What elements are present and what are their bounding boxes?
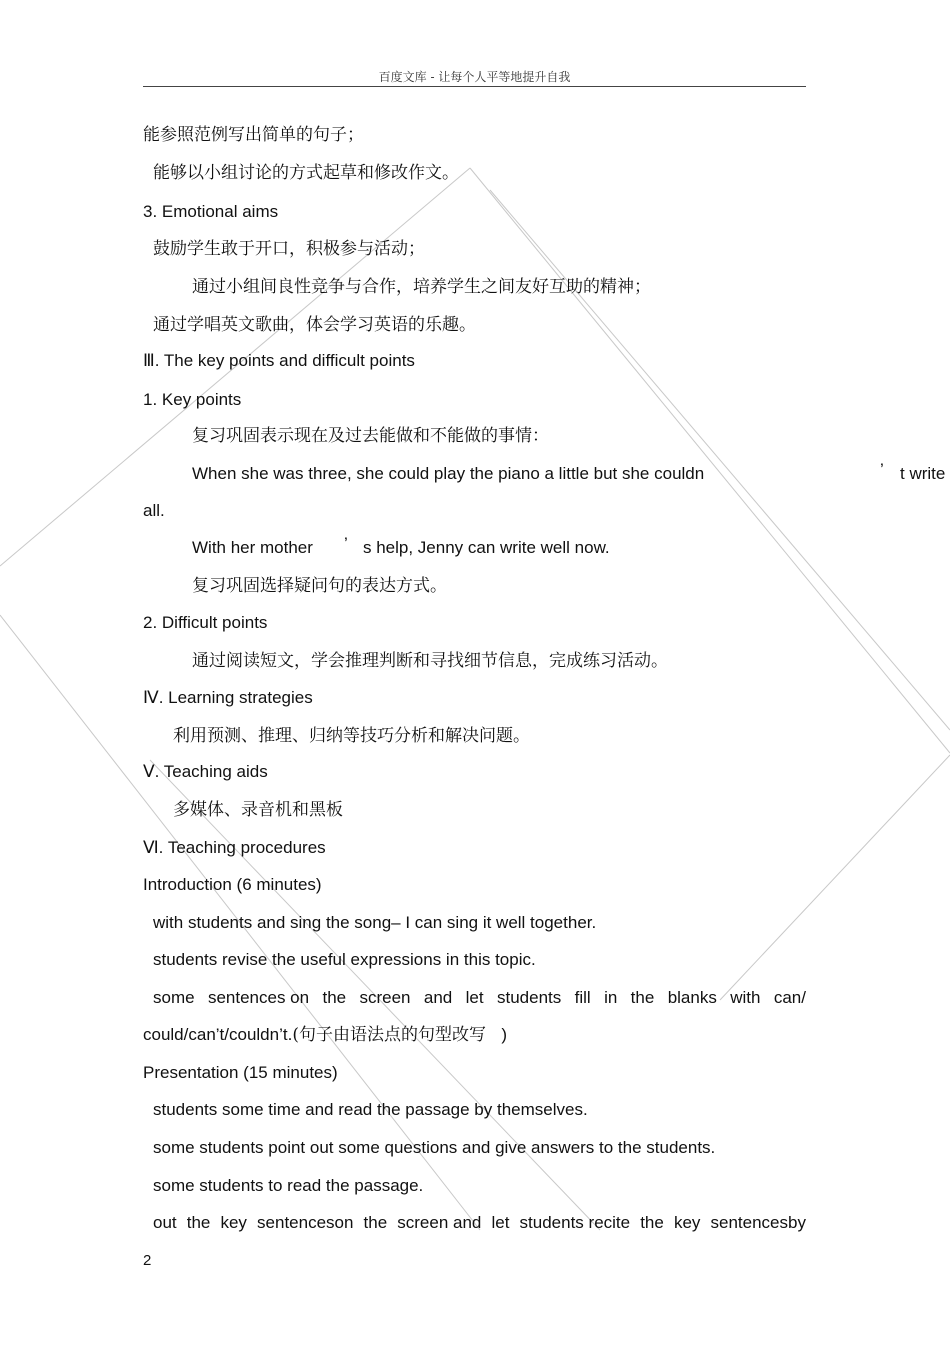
section-heading: 2. Difficult points	[143, 613, 268, 632]
header-divider	[143, 86, 806, 87]
word: key	[673, 1213, 701, 1232]
text-line: 通过学唱英文歌曲，体会学习英语的乐趣。	[153, 315, 476, 335]
example-sentence-end: t write	[900, 464, 946, 483]
note-close: )	[501, 1025, 508, 1044]
word: the	[630, 988, 655, 1007]
page-number: 2	[143, 1252, 152, 1269]
word: the	[363, 1213, 388, 1232]
text-line: students revise the useful expressions in this topic.	[153, 950, 536, 969]
section-heading: 3. Emotional aims	[143, 202, 279, 221]
apostrophe: ’	[344, 534, 348, 553]
word: the	[322, 988, 347, 1007]
word: sentenceson	[257, 1213, 354, 1232]
word: fill	[574, 988, 591, 1007]
text-line: 复习巩固表示现在及过去能做和不能做的事情：	[192, 426, 549, 446]
subsection-heading: Presentation (15 minutes)	[143, 1063, 338, 1082]
word: let	[465, 988, 484, 1007]
justified-text-line	[153, 1213, 806, 1233]
text-line: students some time and read the passage by themselves.	[153, 1100, 588, 1119]
word: key	[220, 1213, 247, 1232]
justified-text-line	[153, 988, 806, 1008]
word: let	[491, 1213, 510, 1232]
word: sentencesby	[710, 1213, 806, 1232]
word: some	[153, 988, 195, 1007]
word: students	[496, 988, 562, 1007]
text-line: 多媒体、录音机和黑板	[173, 800, 343, 820]
text-line: 利用预测、推理、归纳等技巧分析和解决问题。	[173, 726, 530, 746]
section-heading: Ⅴ. Teaching aids	[143, 762, 268, 781]
section-heading: Ⅲ. The key points and difficult points	[143, 351, 415, 370]
text-line: 鼓励学生敢于开口，积极参与活动；	[153, 239, 425, 259]
text-line: some students point out some questions and give answers to the students.	[153, 1138, 716, 1157]
word: students recite	[519, 1213, 631, 1232]
word: with	[730, 988, 761, 1007]
word: the	[640, 1213, 664, 1232]
example-sentence: With her mother	[192, 538, 313, 557]
section-heading: Ⅳ. Learning strategies	[143, 688, 313, 707]
word: the	[186, 1213, 211, 1232]
text-line: 通过阅读短文，学会推理判断和寻找细节信息，完成练习活动。	[192, 651, 668, 671]
example-sentence: When she was three, she could play the piano a little but she couldn	[192, 464, 705, 483]
text-line: some students to read the passage.	[153, 1176, 424, 1195]
word: sentences on	[207, 988, 310, 1007]
text-line: 能够以小组讨论的方式起草和修改作文。	[153, 163, 459, 183]
modal-verbs: could/can’t/couldn’t.	[143, 1025, 293, 1044]
word: and	[423, 988, 453, 1007]
word: blanks	[667, 988, 717, 1007]
word: in	[604, 988, 618, 1007]
text-line: 通过小组间良性竞争与合作，培养学生之间友好互助的精神；	[192, 277, 651, 297]
word: screen	[359, 988, 411, 1007]
text-line: all.	[143, 501, 165, 520]
section-heading: 1. Key points	[143, 390, 242, 409]
word: can/	[773, 988, 806, 1007]
word: out	[153, 1213, 177, 1232]
text-line: with students and sing the song– I can sing it well together.	[153, 913, 597, 932]
apostrophe: ’	[880, 460, 884, 479]
subsection-heading: Introduction (6 minutes)	[143, 875, 322, 894]
section-heading: Ⅵ. Teaching procedures	[143, 838, 326, 857]
text-line: 复习巩固选择疑问句的表达方式。	[192, 576, 447, 596]
note-text: (句子由语法点的句型改写	[292, 1025, 492, 1045]
text-line	[143, 1025, 507, 1045]
page-header: 百度文库 - 让每个人平等地提升自我	[378, 70, 571, 84]
word: screen and	[397, 1213, 482, 1232]
example-sentence-end: s help, Jenny can write well now.	[363, 538, 610, 557]
text-line: 能参照范例写出简单的句子；	[143, 125, 364, 145]
